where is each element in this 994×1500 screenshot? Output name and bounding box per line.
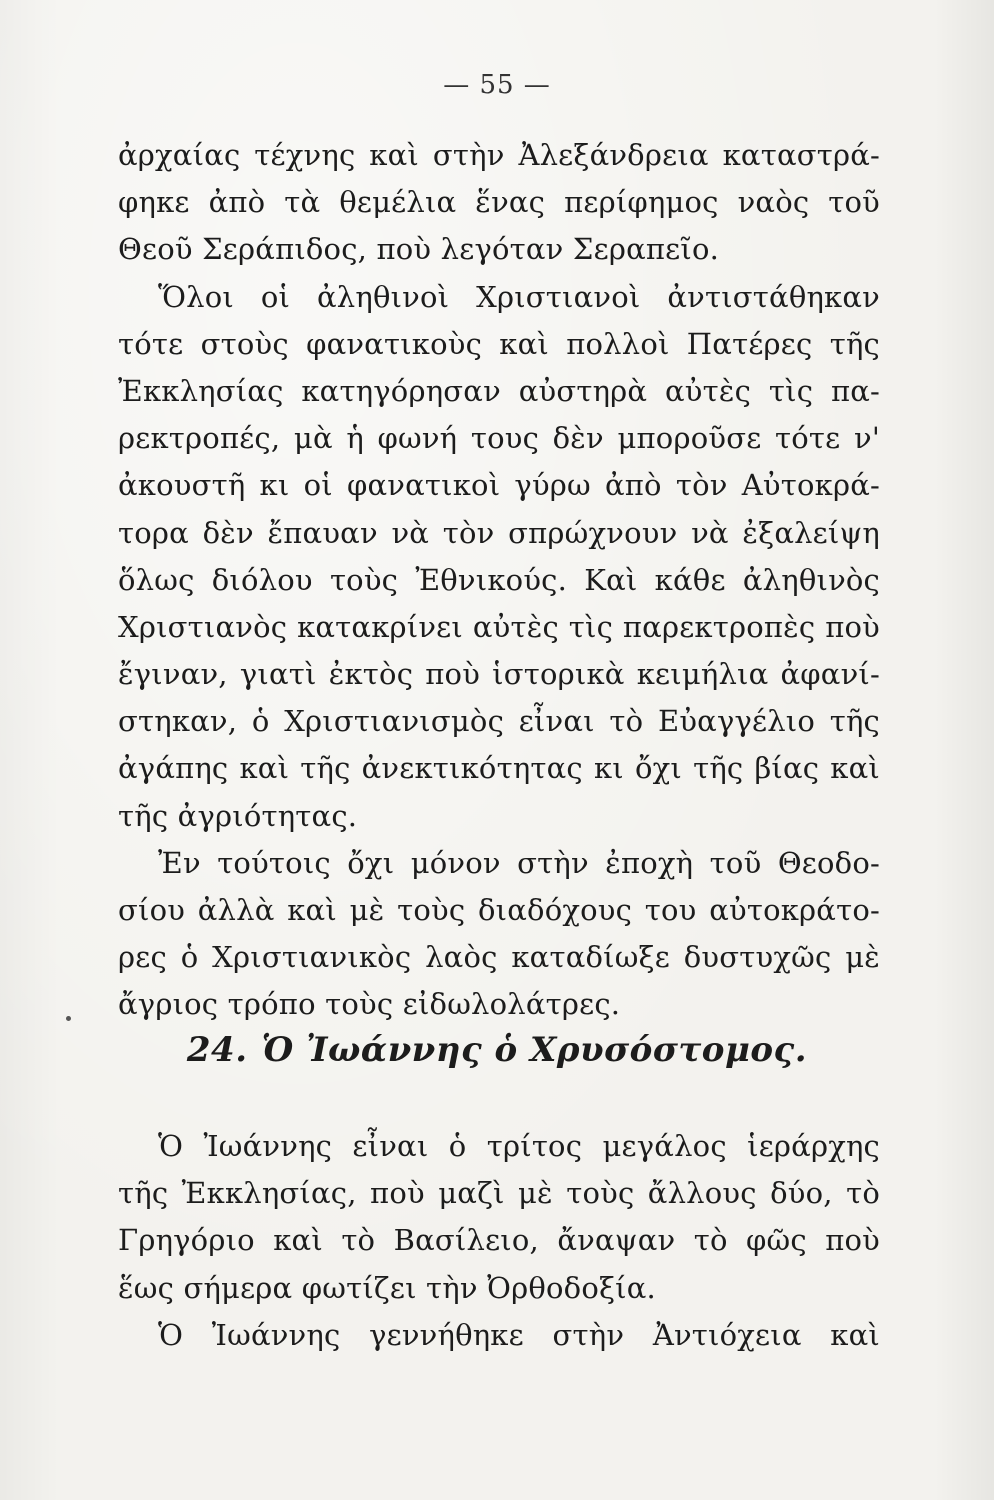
text-line: Ἐκκλησίας κατηγόρησαν αὐστηρὰ αὐτὲς τὶς πα- [118,373,880,408]
section-number: 24. [186,1030,248,1070]
section-title: Ὁ Ἰωάννης ὁ Χρυσόστομος. [261,1030,808,1070]
text-line: ἔγιναν, γιατὶ ἐκτὸς ποὺ ἱστορικὰ κειμήλια ἀφανί- [118,657,880,692]
text-line: Χριστιανὸς κατακρίνει αὐτὲς τὶς παρεκτροπὲς ποὺ [118,609,880,644]
margin-dot [66,1016,71,1021]
text-line: ρεκτροπές, μὰ ἡ φωνή τους δὲν μποροῦσε τότε ν' [118,421,880,456]
text-line: τῆς Ἐκκλησίας, ποὺ μαζὶ μὲ τοὺς ἄλλους δύο, τὸ [118,1176,880,1211]
text-line: τορα δὲν ἔπαυαν νὰ τὸν σπρώχνουν νὰ ἐξαλείψη [118,515,880,550]
text-line: Ἐν τούτοις ὄχι μόνον στὴν ἐποχὴ τοῦ Θεοδο- [158,845,880,880]
text-line: Ὁ Ἰωάννης γεννήθηκε στὴν Ἀντιόχεια καὶ [158,1317,880,1352]
text-line: Ὅλοι οἱ ἀληθινοὶ Χριστιανοὶ ἀντιστάθηκαν [158,279,880,314]
text-line: ἀρχαίας τέχνης καὶ στὴν Ἀλεξάνδρεια καταστρά- [118,138,880,172]
text-line: φηκε ἀπὸ τὰ θεμέλια ἕνας περίφημος ναὸς τοῦ [118,185,880,220]
text-line: ἀκουστῆ κι οἱ φανατικοὶ γύρω ἀπὸ τὸν Αὐτοκρά- [118,468,880,503]
page-number: — 55 — [443,70,551,100]
text-line: ἀγάπης καὶ τῆς ἀνεκτικότητας κι ὄχι τῆς βίας καὶ [118,751,880,786]
text-line: τότε στοὺς φανατικοὺς καὶ πολλοὶ Πατέρες τῆς [118,326,880,361]
text-line: ὅλως διόλου τοὺς Ἐθνικούς. Καὶ κάθε ἀληθινὸς [118,562,880,597]
text-line: στηκαν, ὁ Χριστιανισμὸς εἶναι τὸ Εὐαγγέλιο τῆς [118,704,880,739]
text-line: τῆς ἀγριότητας. [118,798,358,833]
text-line: Γρηγόριο καὶ τὸ Βασίλειο, ἄναψαν τὸ φῶς ποὺ [118,1223,880,1258]
body-text-upper [118,132,880,1029]
text-line: ρες ὁ Χριστιανικὸς λαὸς καταδίωξε δυστυχῶς μὲ [118,940,880,975]
section-heading [0,1030,994,1070]
text-line: Ὁ Ἰωάννης εἶναι ὁ τρίτος μεγάλος ἱεράρχης [158,1129,880,1163]
body-text-lower [118,1123,880,1359]
text-line: ἄγριος τρόπο τοὺς εἰδωλολάτρες. [118,987,621,1022]
text-line: σίου ἀλλὰ καὶ μὲ τοὺς διαδόχους του αὐτοκράτο- [118,893,880,927]
text-line: ἕως σήμερα φωτίζει τὴν Ὀρθοδοξία. [118,1270,656,1305]
text-line: Θεοῦ Σεράπιδος, ποὺ λεγόταν Σεραπεῖο. [118,232,720,267]
